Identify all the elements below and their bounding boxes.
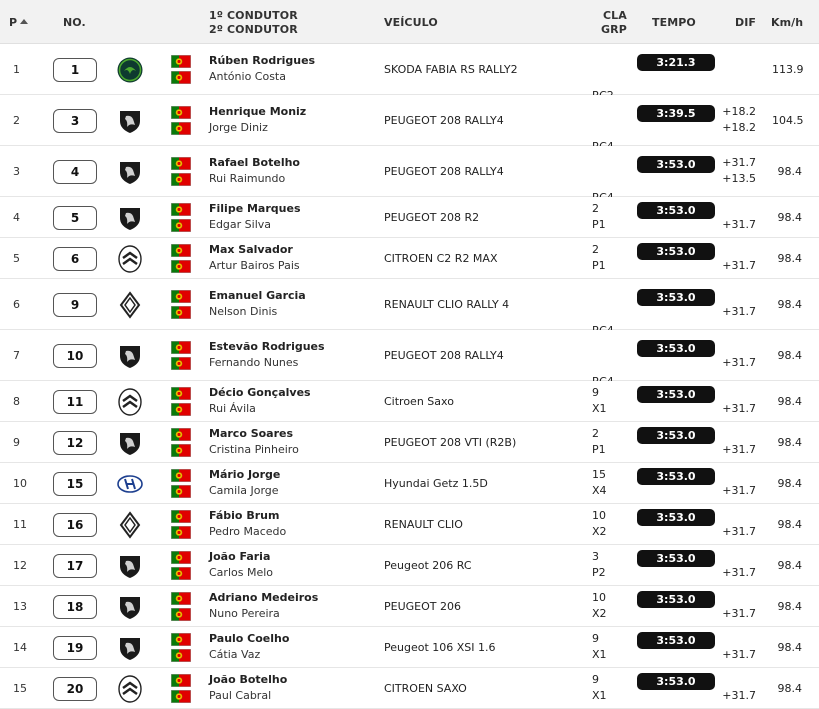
average-speed: 98.4 (777, 349, 802, 362)
dif-leader (718, 385, 756, 401)
average-speed: 104.5 (772, 114, 804, 127)
position: 9 (13, 436, 20, 449)
crew (209, 53, 315, 85)
average-speed: 113.9 (772, 63, 804, 76)
dif-leader (718, 288, 756, 304)
crew (209, 508, 286, 540)
average-speed: 98.4 (777, 641, 802, 654)
average-speed: 98.4 (777, 559, 802, 572)
class: 2 (592, 202, 599, 215)
class-group (592, 201, 606, 233)
dif-leader (718, 508, 756, 524)
header-pos[interactable] (9, 16, 28, 29)
class: 10 (592, 509, 606, 522)
table-body (0, 44, 819, 709)
class: 2 (592, 427, 599, 440)
crew (209, 631, 289, 663)
peugeot-logo-icon (116, 204, 144, 232)
difference (718, 590, 756, 622)
driver-2[interactable]: Edgar Silva (209, 218, 272, 231)
vehicle: Hyundai Getz 1.5D (384, 477, 488, 490)
position: 14 (13, 641, 27, 654)
portugal-flag-icon (171, 526, 191, 539)
renault-logo-icon (116, 511, 144, 539)
portugal-flag-icon (171, 608, 191, 621)
driver-1[interactable]: Emanuel Garcia (209, 289, 306, 302)
dif-previous: +31.7 (722, 305, 756, 318)
stage-time: 3:21.3 (637, 54, 715, 71)
position: 2 (13, 114, 20, 127)
nationality-flags (171, 387, 191, 419)
stage-time: 3:53.0 (637, 156, 715, 173)
dif-previous: +31.7 (722, 689, 756, 702)
portugal-flag-icon (171, 55, 191, 68)
header-time: TEMPO (652, 16, 696, 29)
driver-1[interactable]: Max Salvador (209, 243, 293, 256)
driver-1[interactable]: Marco Soares (209, 427, 294, 440)
class: 3 (592, 550, 599, 563)
citroen-logo-icon (116, 675, 144, 703)
nationality-flags (171, 341, 191, 373)
driver-2[interactable]: Carlos Melo (209, 566, 274, 579)
nationality-flags (171, 203, 191, 235)
header-kmh: Km/h (771, 16, 804, 29)
dif-leader (718, 672, 756, 688)
nationality-flags (171, 290, 191, 322)
portugal-flag-icon (171, 106, 191, 119)
average-speed: 98.4 (777, 477, 802, 490)
class: 2 (592, 243, 599, 256)
dif-previous: +31.7 (722, 259, 756, 272)
portugal-flag-icon (171, 260, 191, 273)
stage-time: 3:53.0 (637, 243, 715, 260)
car-number: 11 (53, 390, 97, 414)
vehicle: PEUGEOT 208 RALLY4 (384, 114, 504, 127)
nationality-flags (171, 469, 191, 501)
peugeot-logo-icon (116, 107, 144, 135)
portugal-flag-icon (171, 244, 191, 257)
portugal-flag-icon (171, 403, 191, 416)
car-number: 1 (53, 58, 97, 82)
average-speed: 98.4 (777, 298, 802, 311)
group: P1 (592, 259, 606, 272)
nationality-flags (171, 551, 191, 583)
dif-previous: +31.7 (722, 402, 756, 415)
stage-time: 3:39.5 (637, 105, 715, 122)
driver-1[interactable]: João Botelho (209, 673, 288, 686)
nationality-flags (171, 55, 191, 87)
difference (718, 631, 756, 663)
portugal-flag-icon (171, 157, 191, 170)
table-row[interactable] (0, 463, 819, 504)
difference (718, 104, 756, 136)
table-row[interactable] (0, 545, 819, 586)
table-row[interactable] (0, 381, 819, 422)
vehicle: CITROEN C2 R2 MAX (384, 252, 498, 265)
table-row[interactable] (0, 197, 819, 238)
group: X1 (592, 689, 607, 702)
sort-asc-icon (20, 19, 28, 24)
portugal-flag-icon (171, 633, 191, 646)
car-number: 20 (53, 677, 97, 701)
stage-time: 3:53.0 (637, 289, 715, 306)
class-group (592, 426, 606, 458)
nationality-flags (171, 510, 191, 542)
portugal-flag-icon (171, 306, 191, 319)
difference (718, 339, 756, 371)
car-number: 15 (53, 472, 97, 496)
dif-leader (718, 549, 756, 565)
stage-time: 3:53.0 (637, 202, 715, 219)
dif-previous: +31.7 (722, 356, 756, 369)
position: 5 (13, 252, 20, 265)
table-row[interactable] (0, 146, 819, 197)
driver-2[interactable]: Cristina Pinheiro (209, 443, 299, 456)
class-group (592, 549, 606, 581)
stage-time: 3:53.0 (637, 509, 715, 526)
difference (718, 242, 756, 274)
driver-2[interactable]: Pedro Macedo (209, 525, 287, 538)
crew (209, 672, 287, 704)
driver-2[interactable]: Nelson Dinis (209, 305, 278, 318)
group: P1 (592, 443, 606, 456)
average-speed: 98.4 (777, 252, 802, 265)
class-group (592, 631, 607, 663)
portugal-flag-icon (171, 219, 191, 232)
crew (209, 590, 318, 622)
dif-leader (718, 242, 756, 258)
difference (718, 508, 756, 540)
class-group (592, 508, 607, 540)
position: 4 (13, 211, 20, 224)
driver-2[interactable]: Rui Raimundo (209, 172, 286, 185)
driver-1[interactable]: Mário Jorge (209, 468, 281, 481)
stage-time: 3:53.0 (637, 340, 715, 357)
vehicle: Peugeot 206 RC (384, 559, 472, 572)
header-driver2: 2º CONDUTOR (209, 23, 298, 36)
class-group (592, 242, 606, 274)
portugal-flag-icon (171, 357, 191, 370)
car-number: 9 (53, 293, 97, 317)
crew (209, 288, 306, 320)
average-speed: 98.4 (777, 682, 802, 695)
table-header (0, 0, 819, 44)
nationality-flags (171, 428, 191, 460)
crew (209, 155, 300, 187)
crew (209, 242, 300, 274)
crew (209, 549, 273, 581)
driver-1[interactable]: Henrique Moniz (209, 105, 307, 118)
peugeot-logo-icon (116, 158, 144, 186)
dif-leader (718, 467, 756, 483)
dif-leader (718, 631, 756, 647)
dif-previous: +31.7 (722, 218, 756, 231)
dif-leader: +18.2 (722, 105, 756, 118)
position: 13 (13, 600, 27, 613)
crew (209, 201, 301, 233)
class (592, 307, 614, 323)
table-row[interactable] (0, 44, 819, 95)
car-number: 4 (53, 160, 97, 184)
portugal-flag-icon (171, 690, 191, 703)
driver-1[interactable]: Adriano Medeiros (209, 591, 319, 604)
nationality-flags (171, 106, 191, 138)
driver-1[interactable]: Décio Gonçalves (209, 386, 311, 399)
difference (718, 201, 756, 233)
driver-2[interactable]: Camila Jorge (209, 484, 279, 497)
nationality-flags (171, 633, 191, 665)
vehicle: PEUGEOT 206 (384, 600, 461, 613)
header-pos-label: P (9, 16, 18, 29)
driver-1[interactable]: Rafael Botelho (209, 156, 300, 169)
header-dif: DIF (735, 16, 757, 29)
hyundai-logo-icon (116, 470, 144, 498)
vehicle: SKODA FABIA RS RALLY2 (384, 63, 518, 76)
group: X4 (592, 484, 607, 497)
position: 15 (13, 682, 27, 695)
vehicle: Peugeot 106 XSI 1.6 (384, 641, 496, 654)
table-row[interactable] (0, 586, 819, 627)
driver-2[interactable]: Cátia Vaz (209, 648, 261, 661)
table-row[interactable] (0, 504, 819, 545)
header-cla: CLA (603, 9, 627, 22)
stage-time: 3:53.0 (637, 591, 715, 608)
class: 9 (592, 673, 599, 686)
portugal-flag-icon (171, 649, 191, 662)
portugal-flag-icon (171, 428, 191, 441)
difference (718, 53, 756, 69)
citroen-logo-icon (116, 245, 144, 273)
peugeot-logo-icon (116, 342, 144, 370)
difference (718, 385, 756, 417)
peugeot-logo-icon (116, 634, 144, 662)
peugeot-logo-icon (116, 429, 144, 457)
driver-2[interactable]: Nuno Pereira (209, 607, 280, 620)
group: P2 (592, 566, 606, 579)
portugal-flag-icon (171, 567, 191, 580)
class (592, 358, 614, 374)
portugal-flag-icon (171, 444, 191, 457)
difference (718, 426, 756, 458)
difference (718, 288, 756, 320)
car-number: 6 (53, 247, 97, 271)
class-group (592, 467, 607, 499)
dif-leader (718, 53, 756, 69)
stage-time: 3:53.0 (637, 386, 715, 403)
driver-1[interactable]: Fábio Brum (209, 509, 280, 522)
header-num: NO. (63, 16, 86, 29)
group: X2 (592, 525, 607, 538)
nationality-flags (171, 592, 191, 624)
position: 7 (13, 349, 20, 362)
nationality-flags (171, 244, 191, 276)
class (592, 123, 614, 139)
difference (718, 549, 756, 581)
table-row[interactable] (0, 238, 819, 279)
average-speed: 98.4 (777, 211, 802, 224)
citroen-logo-icon (116, 388, 144, 416)
car-number: 17 (53, 554, 97, 578)
dif-previous: +31.7 (722, 607, 756, 620)
portugal-flag-icon (171, 71, 191, 84)
dif-leader: +31.7 (722, 156, 756, 169)
stage-time: 3:53.0 (637, 673, 715, 690)
average-speed: 98.4 (777, 395, 802, 408)
driver-2[interactable]: Fernando Nunes (209, 356, 299, 369)
crew (209, 104, 306, 136)
class: 15 (592, 468, 606, 481)
class: 10 (592, 591, 606, 604)
dif-previous: +31.7 (722, 648, 756, 661)
nationality-flags (171, 157, 191, 189)
peugeot-logo-icon (116, 593, 144, 621)
class: 9 (592, 632, 599, 645)
vehicle: PEUGEOT 208 RALLY4 (384, 349, 504, 362)
portugal-flag-icon (171, 592, 191, 605)
position: 1 (13, 63, 20, 76)
portugal-flag-icon (171, 510, 191, 523)
difference (718, 672, 756, 704)
difference (718, 467, 756, 499)
portugal-flag-icon (171, 551, 191, 564)
portugal-flag-icon (171, 290, 191, 303)
header-driver1: 1º CONDUTOR (209, 9, 298, 22)
driver-1[interactable]: Paulo Coelho (209, 632, 290, 645)
dif-leader (718, 201, 756, 217)
peugeot-logo-icon (116, 552, 144, 580)
portugal-flag-icon (171, 469, 191, 482)
header-vehicle: VEÍCULO (384, 16, 438, 29)
position: 12 (13, 559, 27, 572)
position: 6 (13, 298, 20, 311)
portugal-flag-icon (171, 387, 191, 400)
vehicle: PEUGEOT 208 RALLY4 (384, 165, 504, 178)
stage-time: 3:53.0 (637, 632, 715, 649)
stage-time: 3:53.0 (637, 468, 715, 485)
class (592, 72, 614, 88)
position: 8 (13, 395, 20, 408)
vehicle: PEUGEOT 208 VTI (R2B) (384, 436, 517, 449)
header-grp: GRP (601, 23, 627, 36)
driver-2[interactable]: António Costa (209, 70, 286, 83)
dif-leader (718, 426, 756, 442)
difference (718, 155, 756, 187)
driver-2[interactable]: Rui Ávila (209, 402, 256, 415)
vehicle: CITROEN SAXO (384, 682, 467, 695)
class-group (592, 672, 607, 704)
group: X1 (592, 648, 607, 661)
nationality-flags (171, 674, 191, 706)
dif-previous: +18.2 (722, 121, 756, 134)
vehicle: RENAULT CLIO (384, 518, 463, 531)
class-group (592, 590, 607, 622)
stage-time: 3:53.0 (637, 427, 715, 444)
portugal-flag-icon (171, 674, 191, 687)
table-row[interactable] (0, 422, 819, 463)
dif-leader (718, 590, 756, 606)
portugal-flag-icon (171, 341, 191, 354)
vehicle: PEUGEOT 208 R2 (384, 211, 480, 224)
car-number: 19 (53, 636, 97, 660)
crew (209, 339, 325, 371)
table-row[interactable] (0, 627, 819, 668)
driver-2[interactable]: Paul Cabral (209, 689, 272, 702)
table-row[interactable] (0, 330, 819, 381)
stage-time: 3:53.0 (637, 550, 715, 567)
portugal-flag-icon (171, 203, 191, 216)
car-number: 12 (53, 431, 97, 455)
table-row[interactable] (0, 95, 819, 146)
dif-previous: +13.5 (722, 172, 756, 185)
car-number: 18 (53, 595, 97, 619)
dif-previous: +31.7 (722, 484, 756, 497)
portugal-flag-icon (171, 122, 191, 135)
group: P1 (592, 218, 606, 231)
position: 11 (13, 518, 27, 531)
dif-previous: +31.7 (722, 443, 756, 456)
average-speed: 98.4 (777, 436, 802, 449)
driver-2[interactable]: Jorge Diniz (209, 121, 268, 134)
crew (209, 426, 299, 458)
average-speed: 98.4 (777, 165, 802, 178)
group: X1 (592, 402, 607, 415)
dif-previous: +31.7 (722, 566, 756, 579)
skoda-logo-icon (116, 56, 144, 84)
portugal-flag-icon (171, 485, 191, 498)
vehicle: Citroen Saxo (384, 395, 454, 408)
position: 3 (13, 165, 20, 178)
class-group (592, 385, 607, 417)
car-number: 10 (53, 344, 97, 368)
group: X2 (592, 607, 607, 620)
portugal-flag-icon (171, 173, 191, 186)
crew (209, 385, 311, 417)
class: 9 (592, 386, 599, 399)
table-row[interactable] (0, 279, 819, 330)
car-number: 3 (53, 109, 97, 133)
class (592, 174, 614, 190)
driver-1[interactable]: Rúben Rodrigues (209, 54, 316, 67)
dif-previous: +31.7 (722, 525, 756, 538)
driver-2[interactable]: Artur Bairos Pais (209, 259, 300, 272)
average-speed: 98.4 (777, 600, 802, 613)
crew (209, 467, 280, 499)
renault-logo-icon (116, 291, 144, 319)
driver-1[interactable]: João Faria (209, 550, 271, 563)
driver-1[interactable]: Filipe Marques (209, 202, 301, 215)
position: 10 (13, 477, 27, 490)
vehicle: RENAULT CLIO RALLY 4 (384, 298, 510, 311)
average-speed: 98.4 (777, 518, 802, 531)
car-number: 5 (53, 206, 97, 230)
car-number: 16 (53, 513, 97, 537)
dif-leader (718, 339, 756, 355)
table-row[interactable] (0, 668, 819, 709)
driver-1[interactable]: Estevão Rodrigues (209, 340, 325, 353)
